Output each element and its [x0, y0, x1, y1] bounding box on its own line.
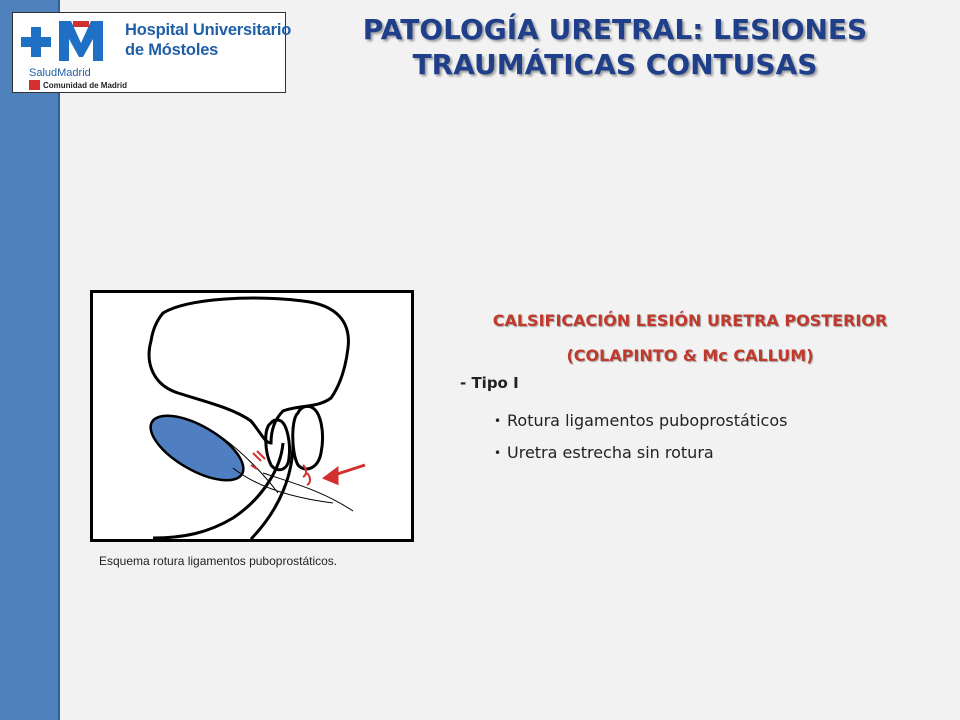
hospital-logo	[12, 12, 292, 93]
urethra-injury-schematic	[93, 293, 411, 539]
comunidad-label: Comunidad de Madrid	[43, 81, 127, 90]
comunidad-flag-icon	[29, 80, 40, 90]
type-bullet-list	[494, 409, 787, 473]
red-arrow-icon	[325, 465, 365, 483]
classification-title-line2: (COLAPINTO & Mc CALLUM)	[566, 346, 814, 365]
page-title	[295, 12, 935, 82]
bullet-item: • Uretra estrecha sin rotura	[494, 441, 787, 473]
page-title-line2: TRAUMÁTICAS CONTUSAS	[412, 48, 818, 81]
figure-caption: Esquema rotura ligamentos puboprostáticos.	[99, 554, 338, 568]
classification-title-line1: CALSIFICACIÓN LESIÓN URETRA POSTERIOR	[492, 311, 888, 330]
salud-madrid-label	[29, 67, 91, 79]
side-accent-bar	[0, 0, 60, 720]
type-label: - Tipo I	[460, 374, 519, 392]
salud-text: Salud	[29, 67, 58, 79]
prostate-right-lobe	[293, 406, 323, 469]
classification-title	[440, 303, 940, 373]
hospital-name-line1: Hospital Universitario	[125, 21, 292, 39]
madrid-text: Madrid	[57, 67, 91, 79]
anatomy-diagram	[90, 290, 414, 542]
hospital-name-line2: de Móstoles	[125, 41, 219, 59]
bullet-item: • Rotura ligamentos puboprostáticos	[494, 409, 787, 441]
page-title-line1: PATOLOGÍA URETRAL: LESIONES	[362, 13, 868, 46]
hospital-name	[125, 20, 292, 60]
